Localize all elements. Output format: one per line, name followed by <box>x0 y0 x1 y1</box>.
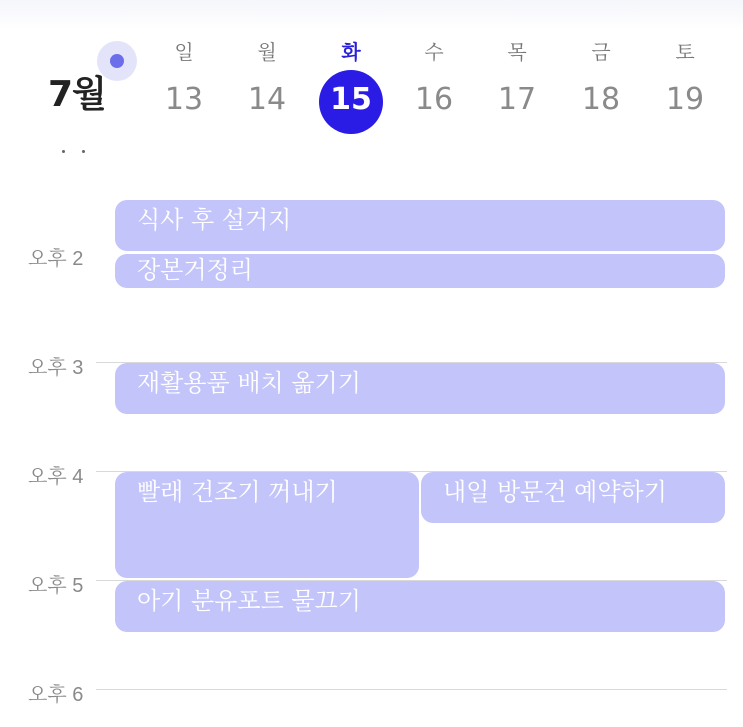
month-title[interactable]: 7월 <box>48 74 106 115</box>
day-name: 화 <box>341 40 361 64</box>
day-name: 토 <box>675 40 695 64</box>
day-name: 목 <box>507 40 527 64</box>
week-header <box>0 0 743 140</box>
day-name: 월 <box>257 40 277 64</box>
day-name: 일 <box>174 40 194 64</box>
hour-label: 오후 4 <box>28 466 84 488</box>
scroll-indicator-icon <box>59 146 87 156</box>
event-block[interactable] <box>115 472 419 578</box>
event-title: 빨래 건조기 꺼내기 <box>137 478 338 506</box>
hour-divider <box>96 689 727 690</box>
event-block[interactable] <box>115 363 725 414</box>
current-time-dot <box>110 54 124 68</box>
event-title: 식사 후 설거지 <box>137 206 292 234</box>
event-block[interactable] <box>421 472 725 523</box>
event-block[interactable] <box>115 254 725 288</box>
event-title: 장본거정리 <box>137 256 253 284</box>
day-number: 16 <box>414 82 454 117</box>
event-block[interactable] <box>115 581 725 632</box>
day-name: 금 <box>591 40 611 64</box>
day-number: 15 <box>330 82 372 117</box>
hour-label: 오후 5 <box>28 575 84 597</box>
day-number: 19 <box>665 82 705 117</box>
event-title: 내일 방문건 예약하기 <box>443 478 667 506</box>
hour-label: 오후 3 <box>28 357 84 379</box>
day-number: 17 <box>497 82 537 117</box>
day-number: 18 <box>581 82 621 117</box>
event-title: 재활용품 배치 옮기기 <box>137 369 361 397</box>
day-name: 수 <box>424 40 444 64</box>
day-number: 13 <box>164 82 204 117</box>
day-number: 14 <box>247 82 287 117</box>
hour-label: 오후 2 <box>28 248 84 270</box>
hour-label: 오후 6 <box>28 684 84 706</box>
event-title: 아기 분유포트 물끄기 <box>137 587 361 615</box>
event-block[interactable] <box>115 200 725 251</box>
